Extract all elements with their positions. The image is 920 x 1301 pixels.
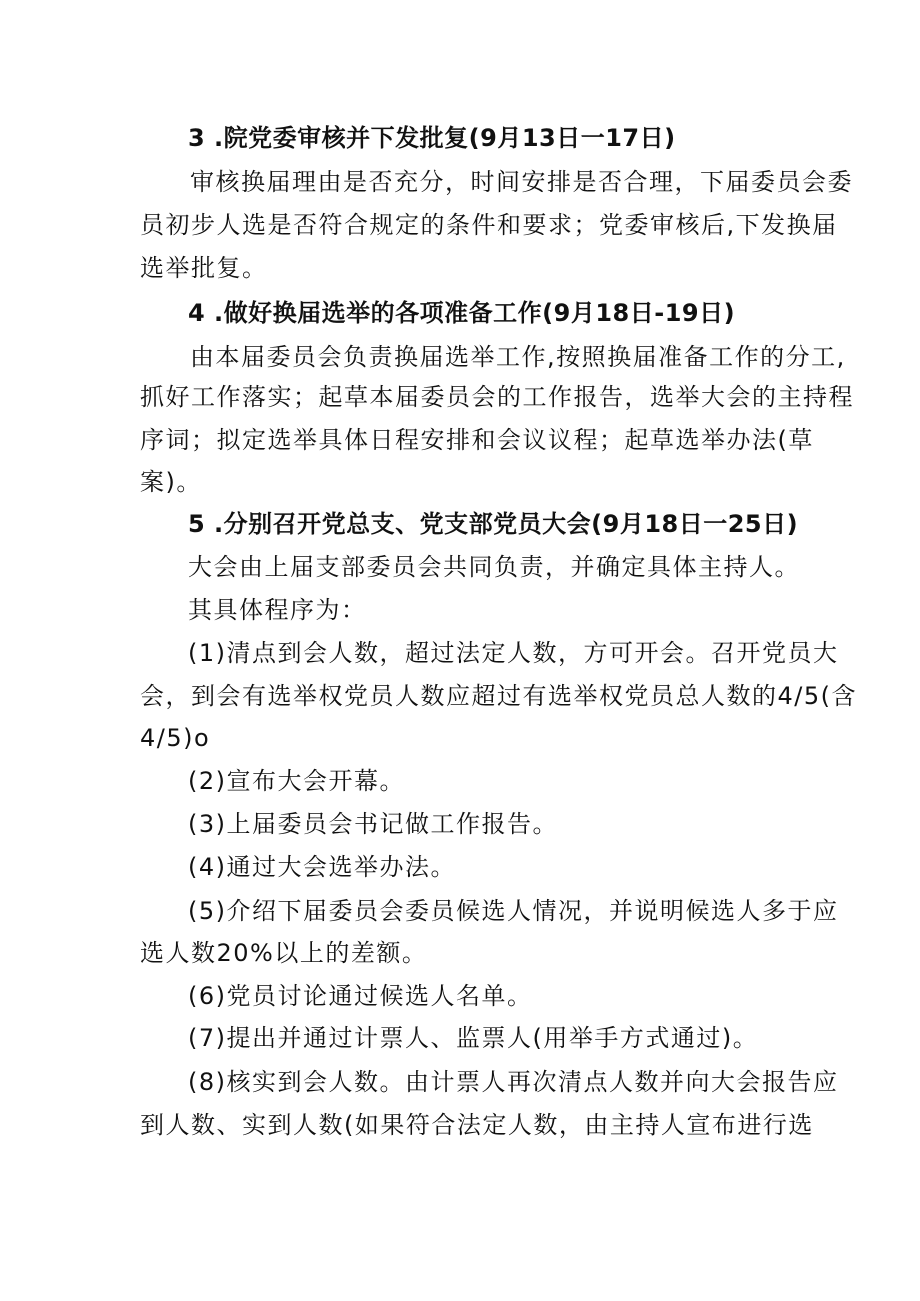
section-5-line-10: 选人数20%以上的差额。	[140, 939, 428, 967]
section-5-heading: 5 .分别召开党总支、党支部党员大会(9月18日一25日)	[188, 510, 799, 538]
section-3-heading: 3 .院党委审核并下发批复(9月13日一17日)	[188, 124, 676, 152]
section-5-line-7: (3)上届委员会书记做工作报告。	[188, 810, 558, 838]
section-5-line-4: 会，到会有选举权党员人数应超过有选举权党员总人数的4/5(含	[140, 682, 857, 710]
section-5-line-8: (4)通过大会选举办法。	[188, 853, 456, 881]
section-3-line-3: 选举批复。	[140, 254, 268, 282]
section-3-line-1: 审核换届理由是否充分，时间安排是否合理，下届委员会委	[190, 168, 853, 196]
section-4-heading: 4 .做好换届选举的各项准备工作(9月18日-19日)	[188, 299, 736, 327]
section-5-line-13: (8)核实到会人数。由计票人再次清点人数并向大会报告应	[188, 1068, 839, 1096]
section-3-line-2: 员初步人选是否符合规定的条件和要求；党委审核后,下发换届	[140, 211, 838, 239]
section-5-line-5: 4/5)o	[140, 724, 211, 752]
section-5-line-3: (1)清点到会人数，超过法定人数，方可开会。召开党员大	[188, 639, 839, 667]
section-5-line-9: (5)介绍下届委员会委员候选人情况，并说明候选人多于应	[188, 897, 839, 925]
section-5-line-2: 其具体程序为：	[188, 596, 367, 624]
section-5-line-6: (2)宣布大会开幕。	[188, 767, 405, 795]
section-5-line-11: (6)党员讨论通过候选人名单。	[188, 982, 533, 1010]
section-4-line-4: 案)。	[140, 468, 202, 496]
section-4-line-3: 序词；拟定选举具体日程安排和会议议程；起草选举办法(草	[140, 426, 814, 454]
section-4-line-1: 由本届委员会负责换届选举工作,按照换届准备工作的分工,	[190, 343, 846, 371]
section-5-line-14: 到人数、实到人数(如果符合法定人数，由主持人宣布进行选	[140, 1111, 814, 1139]
section-5-line-12: (7)提出并通过计票人、监票人(用举手方式通过)。	[188, 1024, 759, 1052]
section-4-line-2: 抓好工作落实；起草本届委员会的工作报告，选举大会的主持程	[140, 383, 854, 411]
section-5-line-1: 大会由上届支部委员会共同负责，并确定具体主持人。	[188, 553, 800, 581]
